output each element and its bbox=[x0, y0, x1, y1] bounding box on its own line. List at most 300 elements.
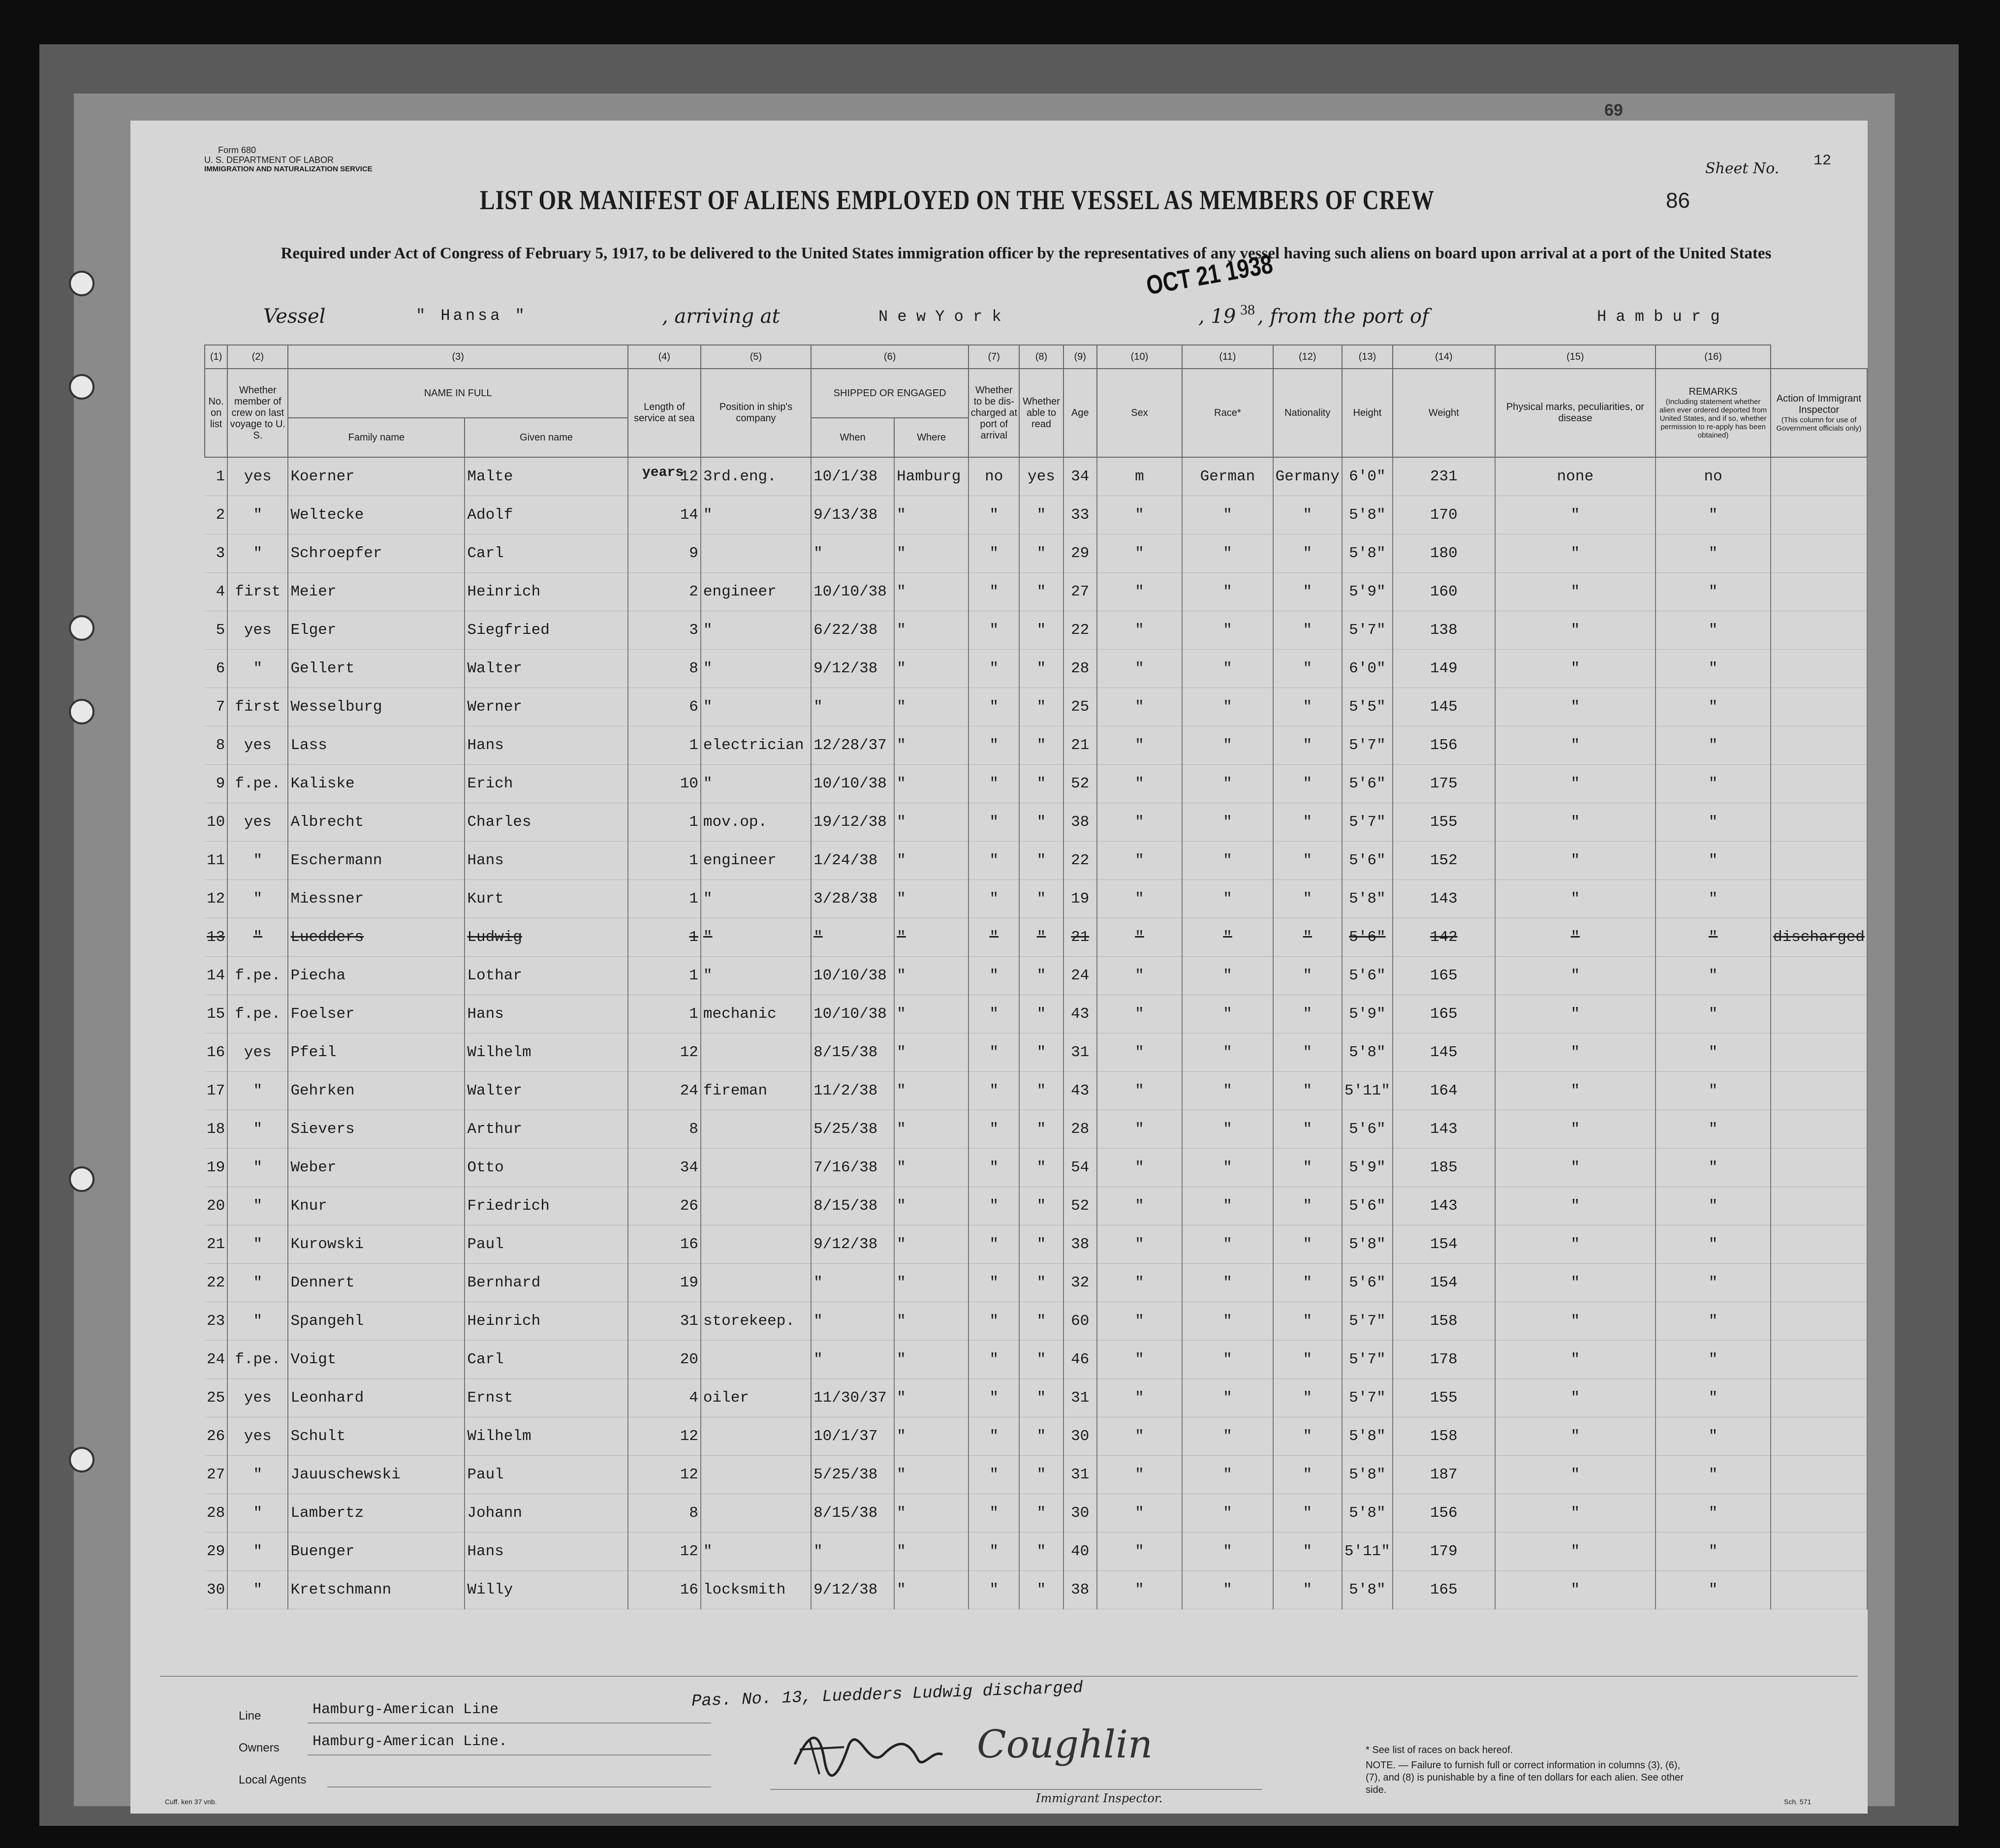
inspector-underline bbox=[770, 1789, 1262, 1790]
cell-given-name: Hans bbox=[465, 995, 627, 1034]
cell-remarks: " bbox=[1656, 1494, 1771, 1533]
cell-row-number: 8 bbox=[205, 726, 227, 765]
cell-position: " bbox=[701, 1533, 811, 1571]
cell-nationality: " bbox=[1273, 1110, 1342, 1149]
cell-family-name: Schroepfer bbox=[288, 534, 465, 573]
cell-race: " bbox=[1182, 1341, 1273, 1379]
cell-discharged: " bbox=[969, 573, 1019, 611]
cell-remarks: " bbox=[1656, 1149, 1771, 1187]
cell-family-name: Elger bbox=[288, 611, 465, 650]
cell-position: fireman bbox=[701, 1072, 811, 1110]
cell-row-number: 19 bbox=[205, 1149, 227, 1187]
cell-row-number: 10 bbox=[205, 803, 227, 842]
cell-prev-voyage: " bbox=[227, 918, 288, 957]
cell-weight: 145 bbox=[1393, 688, 1495, 726]
inspector-label: Immigrant Inspector. bbox=[1036, 1791, 1163, 1805]
handwritten-note: Pas. No. 13, Luedders Ludwig discharged bbox=[691, 1679, 1084, 1711]
cell-family-name: Kurowski bbox=[288, 1225, 465, 1264]
cell-inspector-action bbox=[1771, 1302, 1867, 1341]
cell-able-read: " bbox=[1019, 496, 1063, 534]
cell-sex: " bbox=[1097, 573, 1182, 611]
cell-sex: " bbox=[1097, 1494, 1182, 1533]
cell-length-service: 31 bbox=[628, 1302, 701, 1341]
cell-inspector-action bbox=[1771, 534, 1867, 573]
cell-prev-voyage: yes bbox=[227, 1417, 288, 1456]
cell-sex: " bbox=[1097, 1110, 1182, 1149]
cell-nationality: " bbox=[1273, 496, 1342, 534]
cell-able-read: " bbox=[1019, 650, 1063, 688]
cell-shipped-where: " bbox=[894, 1072, 969, 1110]
cell-sex: " bbox=[1097, 803, 1182, 842]
cell-position: " bbox=[701, 650, 811, 688]
cell-shipped-where: " bbox=[894, 880, 969, 918]
cell-discharged: " bbox=[969, 534, 1019, 573]
cell-given-name: Wilhelm bbox=[465, 1034, 627, 1072]
cell-discharged: " bbox=[969, 1264, 1019, 1302]
cell-height: 5'9" bbox=[1342, 1149, 1393, 1187]
cell-prev-voyage: " bbox=[227, 1571, 288, 1609]
cell-weight: 180 bbox=[1393, 534, 1495, 573]
col-num-10: (10) bbox=[1097, 345, 1182, 369]
cell-given-name: Bernhard bbox=[465, 1264, 627, 1302]
cell-family-name: Gehrken bbox=[288, 1072, 465, 1110]
cell-prev-voyage: " bbox=[227, 534, 288, 573]
cell-remarks: " bbox=[1656, 880, 1771, 918]
cell-row-number: 7 bbox=[205, 688, 227, 726]
cell-shipped-when: 10/10/38 bbox=[811, 573, 894, 611]
cell-inspector-action bbox=[1771, 1072, 1867, 1110]
header-remarks bbox=[1656, 369, 1771, 457]
cell-given-name: Ludwig bbox=[465, 918, 627, 957]
cell-prev-voyage: yes bbox=[227, 726, 288, 765]
line-value: Hamburg-American Line bbox=[312, 1701, 499, 1718]
cell-remarks: " bbox=[1656, 1571, 1771, 1609]
cell-height: 5'6" bbox=[1342, 918, 1393, 957]
cell-row-number: 25 bbox=[205, 1379, 227, 1417]
cell-physical-marks: " bbox=[1495, 1225, 1656, 1264]
cell-prev-voyage: " bbox=[227, 1533, 288, 1571]
cell-row-number: 21 bbox=[205, 1225, 227, 1264]
cell-discharged: " bbox=[969, 1225, 1019, 1264]
cell-weight: 155 bbox=[1393, 803, 1495, 842]
cell-race: " bbox=[1182, 1494, 1273, 1533]
cell-physical-marks: " bbox=[1495, 496, 1656, 534]
cell-prev-voyage: f.pe. bbox=[227, 957, 288, 995]
cell-physical-marks: " bbox=[1495, 1571, 1656, 1609]
cell-physical-marks: " bbox=[1495, 842, 1656, 880]
col-num-8: (8) bbox=[1019, 345, 1063, 369]
cell-height: 5'7" bbox=[1342, 1379, 1393, 1417]
cell-nationality: " bbox=[1273, 1225, 1342, 1264]
cell-length-service: 16 bbox=[628, 1571, 701, 1609]
header-discharged: Whether to be dis-charged at port of arrival bbox=[969, 369, 1019, 457]
cell-race: " bbox=[1182, 1417, 1273, 1456]
table-row bbox=[205, 918, 1867, 957]
cell-given-name: Kurt bbox=[465, 880, 627, 918]
cell-race: " bbox=[1182, 1302, 1273, 1341]
cell-row-number: 6 bbox=[205, 650, 227, 688]
cell-discharged: " bbox=[969, 957, 1019, 995]
table-row bbox=[205, 1225, 1867, 1264]
cell-height: 5'11" bbox=[1342, 1072, 1393, 1110]
cell-nationality: " bbox=[1273, 688, 1342, 726]
cell-height: 6'0" bbox=[1342, 457, 1393, 496]
col-num-9: (9) bbox=[1063, 345, 1097, 369]
table-row bbox=[205, 1110, 1867, 1149]
cell-age: 40 bbox=[1063, 1533, 1097, 1571]
cell-prev-voyage: " bbox=[227, 1110, 288, 1149]
cell-family-name: Schult bbox=[288, 1417, 465, 1456]
cell-inspector-action bbox=[1771, 803, 1867, 842]
cell-length-service: 1 bbox=[628, 995, 701, 1034]
cell-shipped-where: " bbox=[894, 1341, 969, 1379]
cell-weight: 155 bbox=[1393, 1379, 1495, 1417]
cell-height: 5'7" bbox=[1342, 803, 1393, 842]
header-name-in-full: NAME IN FULL bbox=[288, 369, 627, 418]
table-row bbox=[205, 1149, 1867, 1187]
cell-age: 28 bbox=[1063, 650, 1097, 688]
cell-nationality: " bbox=[1273, 1187, 1342, 1225]
table-row bbox=[205, 803, 1867, 842]
cell-age: 30 bbox=[1063, 1417, 1097, 1456]
cell-family-name: Knur bbox=[288, 1187, 465, 1225]
master-signature bbox=[790, 1720, 947, 1784]
cell-discharged: " bbox=[969, 726, 1019, 765]
table-row bbox=[205, 1341, 1867, 1379]
cell-discharged: " bbox=[969, 650, 1019, 688]
races-note: * See list of races on back hereof. bbox=[1366, 1745, 1513, 1755]
cell-length-service: 34 bbox=[628, 1149, 701, 1187]
cell-nationality: " bbox=[1273, 1533, 1342, 1571]
cell-height: 5'8" bbox=[1342, 1034, 1393, 1072]
col-num-11: (11) bbox=[1182, 345, 1273, 369]
cell-family-name: Pfeil bbox=[288, 1034, 465, 1072]
header-weight: Weight bbox=[1393, 369, 1495, 457]
cell-shipped-where: " bbox=[894, 650, 969, 688]
cell-inspector-action bbox=[1771, 688, 1867, 726]
cell-remarks: " bbox=[1656, 496, 1771, 534]
cell-able-read: yes bbox=[1019, 457, 1063, 496]
cell-height: 5'6" bbox=[1342, 1110, 1393, 1149]
cell-row-number: 30 bbox=[205, 1571, 227, 1609]
cell-length-service: 9 bbox=[628, 534, 701, 573]
cell-family-name: Eschermann bbox=[288, 842, 465, 880]
header-age: Age bbox=[1063, 369, 1097, 457]
manifest-sheet bbox=[130, 121, 1868, 1814]
header-where: Where bbox=[894, 418, 969, 457]
cell-height: 5'9" bbox=[1342, 995, 1393, 1034]
cell-height: 5'7" bbox=[1342, 611, 1393, 650]
cell-physical-marks: " bbox=[1495, 957, 1656, 995]
cell-race: " bbox=[1182, 688, 1273, 726]
cell-length-service: 8 bbox=[628, 650, 701, 688]
table-row bbox=[205, 1072, 1867, 1110]
cell-age: 21 bbox=[1063, 918, 1097, 957]
cell-given-name: Walter bbox=[465, 1072, 627, 1110]
cell-nationality: " bbox=[1273, 803, 1342, 842]
cell-family-name: Koerner bbox=[288, 457, 465, 496]
cell-given-name: Paul bbox=[465, 1456, 627, 1494]
cell-position: " bbox=[701, 918, 811, 957]
cell-shipped-when: 9/13/38 bbox=[811, 496, 894, 534]
cell-inspector-action bbox=[1771, 1034, 1867, 1072]
cell-shipped-where: " bbox=[894, 1302, 969, 1341]
page-number: 86 bbox=[1666, 188, 1690, 213]
header-action bbox=[1771, 369, 1867, 457]
cell-height: 5'8" bbox=[1342, 1417, 1393, 1456]
cell-weight: 143 bbox=[1393, 1187, 1495, 1225]
cell-row-number: 5 bbox=[205, 611, 227, 650]
cell-able-read: " bbox=[1019, 1456, 1063, 1494]
cell-length-service: 1 bbox=[628, 803, 701, 842]
cell-sex: m bbox=[1097, 457, 1182, 496]
cell-family-name: Voigt bbox=[288, 1341, 465, 1379]
cell-remarks: " bbox=[1656, 1341, 1771, 1379]
col-num-13: (13) bbox=[1342, 345, 1393, 369]
cell-length-service: 12 bbox=[628, 1417, 701, 1456]
cell-able-read: " bbox=[1019, 1034, 1063, 1072]
cell-family-name: Meier bbox=[288, 573, 465, 611]
cell-physical-marks: " bbox=[1495, 1034, 1656, 1072]
cell-able-read: " bbox=[1019, 1072, 1063, 1110]
cell-able-read: " bbox=[1019, 688, 1063, 726]
cell-shipped-where: " bbox=[894, 995, 969, 1034]
cell-discharged: " bbox=[969, 765, 1019, 803]
cell-prev-voyage: " bbox=[227, 1187, 288, 1225]
header-remarks-sub: (Including statement whether alien ever ordered deported from United States, and if so, whether permission to re-apply has been obtained) bbox=[1659, 398, 1767, 439]
cell-race: German bbox=[1182, 457, 1273, 496]
header-no-on-list: No. on list bbox=[205, 369, 227, 457]
cell-sex: " bbox=[1097, 1034, 1182, 1072]
cell-row-number: 13 bbox=[205, 918, 227, 957]
cell-physical-marks: " bbox=[1495, 534, 1656, 573]
cell-remarks: " bbox=[1656, 1302, 1771, 1341]
cell-family-name: Kaliske bbox=[288, 765, 465, 803]
cell-remarks: " bbox=[1656, 1110, 1771, 1149]
cell-able-read: " bbox=[1019, 573, 1063, 611]
cell-position: " bbox=[701, 496, 811, 534]
cell-height: 6'0" bbox=[1342, 650, 1393, 688]
cell-able-read: " bbox=[1019, 534, 1063, 573]
cell-discharged: " bbox=[969, 1379, 1019, 1417]
cell-row-number: 15 bbox=[205, 995, 227, 1034]
cell-length-service: 10 bbox=[628, 765, 701, 803]
col-num-7: (7) bbox=[969, 345, 1019, 369]
cell-age: 43 bbox=[1063, 1072, 1097, 1110]
cell-sex: " bbox=[1097, 1379, 1182, 1417]
cell-able-read: " bbox=[1019, 1379, 1063, 1417]
cell-physical-marks: " bbox=[1495, 688, 1656, 726]
cell-race: " bbox=[1182, 1225, 1273, 1264]
cell-prev-voyage: f.pe. bbox=[227, 765, 288, 803]
cell-discharged: " bbox=[969, 918, 1019, 957]
cell-race: " bbox=[1182, 1379, 1273, 1417]
cell-family-name: Weber bbox=[288, 1149, 465, 1187]
cell-given-name: Heinrich bbox=[465, 573, 627, 611]
cell-inspector-action bbox=[1771, 957, 1867, 995]
cell-shipped-when: 10/10/38 bbox=[811, 957, 894, 995]
cell-nationality: " bbox=[1273, 1072, 1342, 1110]
from-port-label: , from the port of bbox=[1257, 305, 1429, 328]
cell-row-number: 23 bbox=[205, 1302, 227, 1341]
cell-family-name: Kretschmann bbox=[288, 1571, 465, 1609]
cell-shipped-where: Hamburg bbox=[894, 457, 969, 496]
cell-weight: 175 bbox=[1393, 765, 1495, 803]
header-able-read: Whether able to read bbox=[1019, 369, 1063, 457]
cell-prev-voyage: " bbox=[227, 842, 288, 880]
cell-position bbox=[701, 1225, 811, 1264]
cell-discharged: " bbox=[969, 995, 1019, 1034]
cell-height: 5'8" bbox=[1342, 496, 1393, 534]
cell-physical-marks: " bbox=[1495, 573, 1656, 611]
cell-row-number: 17 bbox=[205, 1072, 227, 1110]
cell-row-number: 11 bbox=[205, 842, 227, 880]
cell-row-number: 2 bbox=[205, 496, 227, 534]
col-num-4: (4) bbox=[628, 345, 701, 369]
cell-inspector-action bbox=[1771, 1341, 1867, 1379]
binder-hole bbox=[69, 699, 94, 724]
cell-position: " bbox=[701, 957, 811, 995]
cell-weight: 164 bbox=[1393, 1072, 1495, 1110]
cell-race: " bbox=[1182, 650, 1273, 688]
cell-shipped-where: " bbox=[894, 1494, 969, 1533]
cell-discharged: " bbox=[969, 1110, 1019, 1149]
cell-length-service: 12 bbox=[628, 1533, 701, 1571]
years-unit-label: years bbox=[642, 465, 684, 480]
col-num-1: (1) bbox=[205, 345, 227, 369]
cell-given-name: Werner bbox=[465, 688, 627, 726]
vessel-name: " Hansa " bbox=[416, 307, 528, 325]
cell-inspector-action bbox=[1771, 1149, 1867, 1187]
cell-given-name: Charles bbox=[465, 803, 627, 842]
cell-remarks: " bbox=[1656, 688, 1771, 726]
cell-sex: " bbox=[1097, 1456, 1182, 1494]
line-label: Line bbox=[239, 1709, 261, 1723]
cell-discharged: " bbox=[969, 496, 1019, 534]
cell-weight: 143 bbox=[1393, 880, 1495, 918]
cell-age: 32 bbox=[1063, 1264, 1097, 1302]
cell-height: 5'6" bbox=[1342, 765, 1393, 803]
cell-remarks: " bbox=[1656, 765, 1771, 803]
cell-nationality: " bbox=[1273, 650, 1342, 688]
header-nationality: Nationality bbox=[1273, 369, 1342, 457]
cell-given-name: Paul bbox=[465, 1225, 627, 1264]
cell-inspector-action bbox=[1771, 611, 1867, 650]
cell-inspector-action bbox=[1771, 842, 1867, 880]
cell-inspector-action bbox=[1771, 457, 1867, 496]
cell-sex: " bbox=[1097, 1264, 1182, 1302]
col-num-2: (2) bbox=[227, 345, 288, 369]
cell-able-read: " bbox=[1019, 1149, 1063, 1187]
cell-row-number: 9 bbox=[205, 765, 227, 803]
cell-discharged: " bbox=[969, 842, 1019, 880]
arrival-stamp: OCT 21 1938 bbox=[1144, 249, 1275, 301]
binder-hole bbox=[69, 374, 94, 400]
footer-divider bbox=[160, 1676, 1858, 1677]
cell-height: 5'5" bbox=[1342, 688, 1393, 726]
cell-prev-voyage: first bbox=[227, 688, 288, 726]
cell-discharged: " bbox=[969, 1494, 1019, 1533]
local-agents-label: Local Agents bbox=[239, 1773, 307, 1786]
cell-row-number: 4 bbox=[205, 573, 227, 611]
binder-hole bbox=[69, 1166, 94, 1192]
cell-age: 29 bbox=[1063, 534, 1097, 573]
cell-nationality: " bbox=[1273, 1034, 1342, 1072]
cell-family-name: Lambertz bbox=[288, 1494, 465, 1533]
cell-shipped-where: " bbox=[894, 1456, 969, 1494]
cell-prev-voyage: yes bbox=[227, 803, 288, 842]
cell-age: 22 bbox=[1063, 842, 1097, 880]
cell-remarks: " bbox=[1656, 1225, 1771, 1264]
cell-sex: " bbox=[1097, 726, 1182, 765]
cell-able-read: " bbox=[1019, 611, 1063, 650]
cell-inspector-action bbox=[1771, 726, 1867, 765]
cell-race: " bbox=[1182, 726, 1273, 765]
cell-height: 5'6" bbox=[1342, 842, 1393, 880]
cell-given-name: Ernst bbox=[465, 1379, 627, 1417]
cell-position bbox=[701, 1494, 811, 1533]
cell-age: 52 bbox=[1063, 1187, 1097, 1225]
cell-given-name: Walter bbox=[465, 650, 627, 688]
cell-shipped-when: " bbox=[811, 918, 894, 957]
cell-remarks: " bbox=[1656, 573, 1771, 611]
cell-prev-voyage: yes bbox=[227, 611, 288, 650]
cell-race: " bbox=[1182, 995, 1273, 1034]
cell-race: " bbox=[1182, 573, 1273, 611]
table-row bbox=[205, 650, 1867, 688]
cell-position bbox=[701, 1417, 811, 1456]
cell-age: 31 bbox=[1063, 1034, 1097, 1072]
cell-shipped-where: " bbox=[894, 1034, 969, 1072]
year: 38 bbox=[1240, 302, 1255, 318]
cell-age: 54 bbox=[1063, 1149, 1097, 1187]
cell-family-name: Albrecht bbox=[288, 803, 465, 842]
cell-height: 5'8" bbox=[1342, 1225, 1393, 1264]
cell-physical-marks: " bbox=[1495, 1264, 1656, 1302]
cell-row-number: 27 bbox=[205, 1456, 227, 1494]
cell-shipped-where: " bbox=[894, 573, 969, 611]
cell-shipped-where: " bbox=[894, 1571, 969, 1609]
cell-position: " bbox=[701, 765, 811, 803]
cell-length-service: 4 bbox=[628, 1379, 701, 1417]
cell-family-name: Wesselburg bbox=[288, 688, 465, 726]
cell-given-name: Wilhelm bbox=[465, 1417, 627, 1456]
cell-family-name: Jauuschewski bbox=[288, 1456, 465, 1494]
cell-remarks: " bbox=[1656, 534, 1771, 573]
cell-shipped-where: " bbox=[894, 1264, 969, 1302]
header-family-name: Family name bbox=[288, 418, 465, 457]
table-row bbox=[205, 573, 1867, 611]
cell-row-number: 28 bbox=[205, 1494, 227, 1533]
cell-physical-marks: " bbox=[1495, 1417, 1656, 1456]
table-row bbox=[205, 1264, 1867, 1302]
cell-given-name: Friedrich bbox=[465, 1187, 627, 1225]
cell-shipped-where: " bbox=[894, 803, 969, 842]
cell-given-name: Willy bbox=[465, 1571, 627, 1609]
binder-hole bbox=[69, 271, 94, 296]
cell-able-read: " bbox=[1019, 1264, 1063, 1302]
cell-discharged: " bbox=[969, 1149, 1019, 1187]
col-num-12: (12) bbox=[1273, 345, 1342, 369]
cell-able-read: " bbox=[1019, 1417, 1063, 1456]
cell-inspector-action bbox=[1771, 880, 1867, 918]
cell-remarks: " bbox=[1656, 995, 1771, 1034]
cell-position: " bbox=[701, 611, 811, 650]
cell-remarks: no bbox=[1656, 457, 1771, 496]
cell-physical-marks: " bbox=[1495, 1341, 1656, 1379]
cell-height: 5'6" bbox=[1342, 957, 1393, 995]
table-row bbox=[205, 1494, 1867, 1533]
